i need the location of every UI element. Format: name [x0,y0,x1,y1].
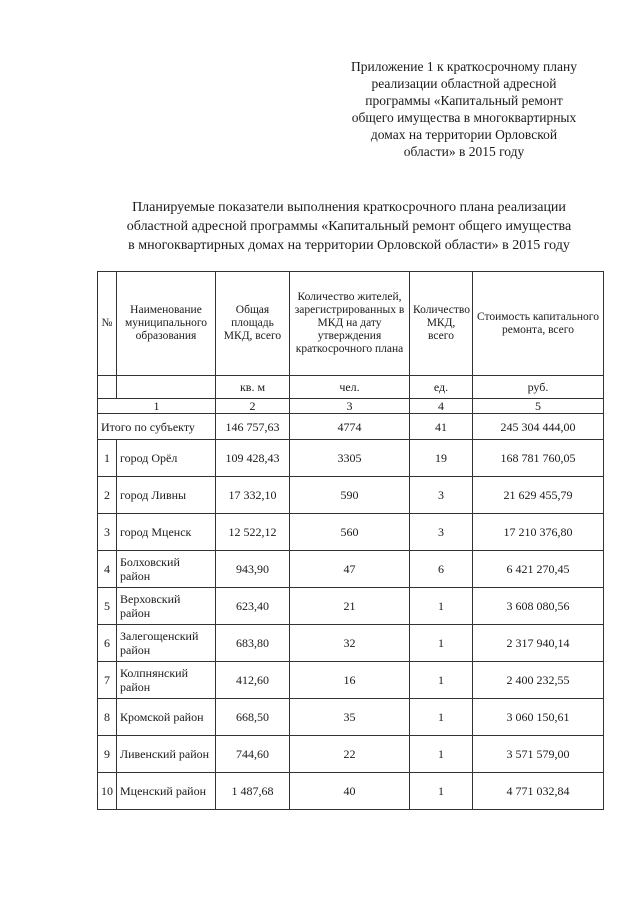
column-numbers-row [98,399,604,414]
row-cost: 4 771 032,84 [473,773,604,810]
row-residents: 21 [290,588,410,625]
row-area: 1 487,68 [216,773,290,810]
row-name: Болховский район [117,551,216,588]
total-label: Итого по субъекту [98,414,216,440]
units-row [98,376,604,399]
appendix-line: общего имущества в многоквартирных [351,110,577,125]
row-area: 668,50 [216,699,290,736]
row-count: 6 [410,551,473,588]
units-empty [98,376,117,399]
row-num: 6 [98,625,117,662]
row-num: 10 [98,773,117,810]
appendix-line: Приложение 1 к краткосрочному плану [351,59,577,74]
row-residents: 560 [290,514,410,551]
row-area: 623,40 [216,588,290,625]
row-area: 109 428,43 [216,440,290,477]
row-cost: 2 400 232,55 [473,662,604,699]
row-count: 1 [410,699,473,736]
row-area: 744,60 [216,736,290,773]
appendix-line: области» в 2015 году [403,144,525,159]
row-count: 1 [410,588,473,625]
row-residents: 47 [290,551,410,588]
row-cost: 6 421 270,45 [473,551,604,588]
header-cost: Стоимость капитального ремонта, всего [473,272,604,376]
row-num: 1 [98,440,117,477]
row-name: город Орёл [117,440,216,477]
row-num: 7 [98,662,117,699]
row-num: 8 [98,699,117,736]
row-cost: 3 571 579,00 [473,736,604,773]
row-area: 412,60 [216,662,290,699]
table-row [98,588,604,625]
row-area: 12 522,12 [216,514,290,551]
col-number: 1 [98,399,216,414]
appendix-line: домах на территории Орловской [370,127,558,142]
appendix-note [330,58,598,160]
row-residents: 22 [290,736,410,773]
total-residents: 4774 [290,414,410,440]
table-row [98,477,604,514]
row-name: Ливенский район [117,736,216,773]
row-name: Залегощенский район [117,625,216,662]
unit-cost: руб. [473,376,604,399]
col-number: 2 [216,399,290,414]
col-number: 4 [410,399,473,414]
row-count: 1 [410,662,473,699]
title-line: в многоквартирных домах на территории Орловской области» в 2015 году [128,238,570,253]
table-row [98,773,604,810]
row-name: Колпнянский район [117,662,216,699]
title-line: областной адресной программы «Капитальный ремонт общего имущества [126,219,572,234]
row-num: 3 [98,514,117,551]
row-name: Верховский район [117,588,216,625]
row-count: 19 [410,440,473,477]
row-count: 3 [410,514,473,551]
document-title [96,198,602,255]
units-empty [117,376,216,399]
row-name: Кромской район [117,699,216,736]
row-residents: 590 [290,477,410,514]
row-count: 1 [410,773,473,810]
table-row [98,736,604,773]
total-count: 41 [410,414,473,440]
row-count: 1 [410,736,473,773]
row-name: город Ливны [117,477,216,514]
header-row [98,272,604,376]
row-cost: 3 608 080,56 [473,588,604,625]
total-row [98,414,604,440]
row-cost: 17 210 376,80 [473,514,604,551]
row-num: 5 [98,588,117,625]
table-row [98,662,604,699]
row-cost: 168 781 760,05 [473,440,604,477]
row-residents: 35 [290,699,410,736]
appendix-line: программы «Капитальный ремонт [365,93,563,108]
row-num: 2 [98,477,117,514]
row-residents: 40 [290,773,410,810]
indicators-table [97,271,604,810]
header-residents: Количество жителей, зарегистрированных в МКД на дату утверждения краткосрочного плана [290,272,410,376]
total-area: 146 757,63 [216,414,290,440]
unit-area: кв. м [216,376,290,399]
row-area: 17 332,10 [216,477,290,514]
row-cost: 21 629 455,79 [473,477,604,514]
row-name: Мценский район [117,773,216,810]
header-area: Общая площадь МКД, всего [216,272,290,376]
row-residents: 16 [290,662,410,699]
row-num: 4 [98,551,117,588]
row-residents: 3305 [290,440,410,477]
row-count: 1 [410,625,473,662]
unit-count: ед. [410,376,473,399]
row-area: 683,80 [216,625,290,662]
appendix-line: реализации областной адресной [371,76,557,91]
row-cost: 2 317 940,14 [473,625,604,662]
row-num: 9 [98,736,117,773]
col-number: 5 [473,399,604,414]
row-cost: 3 060 150,61 [473,699,604,736]
header-name: Наименование муниципального образования [117,272,216,376]
row-count: 3 [410,477,473,514]
header-num: № [98,272,117,376]
row-residents: 32 [290,625,410,662]
table-row [98,440,604,477]
row-area: 943,90 [216,551,290,588]
title-line: Планируемые показатели выполнения краткосрочного плана реализации [132,200,566,215]
row-name: город Мценск [117,514,216,551]
total-cost: 245 304 444,00 [473,414,604,440]
table-row [98,625,604,662]
table-row [98,514,604,551]
col-number: 3 [290,399,410,414]
table-row [98,551,604,588]
table-row [98,699,604,736]
unit-residents: чел. [290,376,410,399]
header-count: Количество МКД, всего [410,272,473,376]
